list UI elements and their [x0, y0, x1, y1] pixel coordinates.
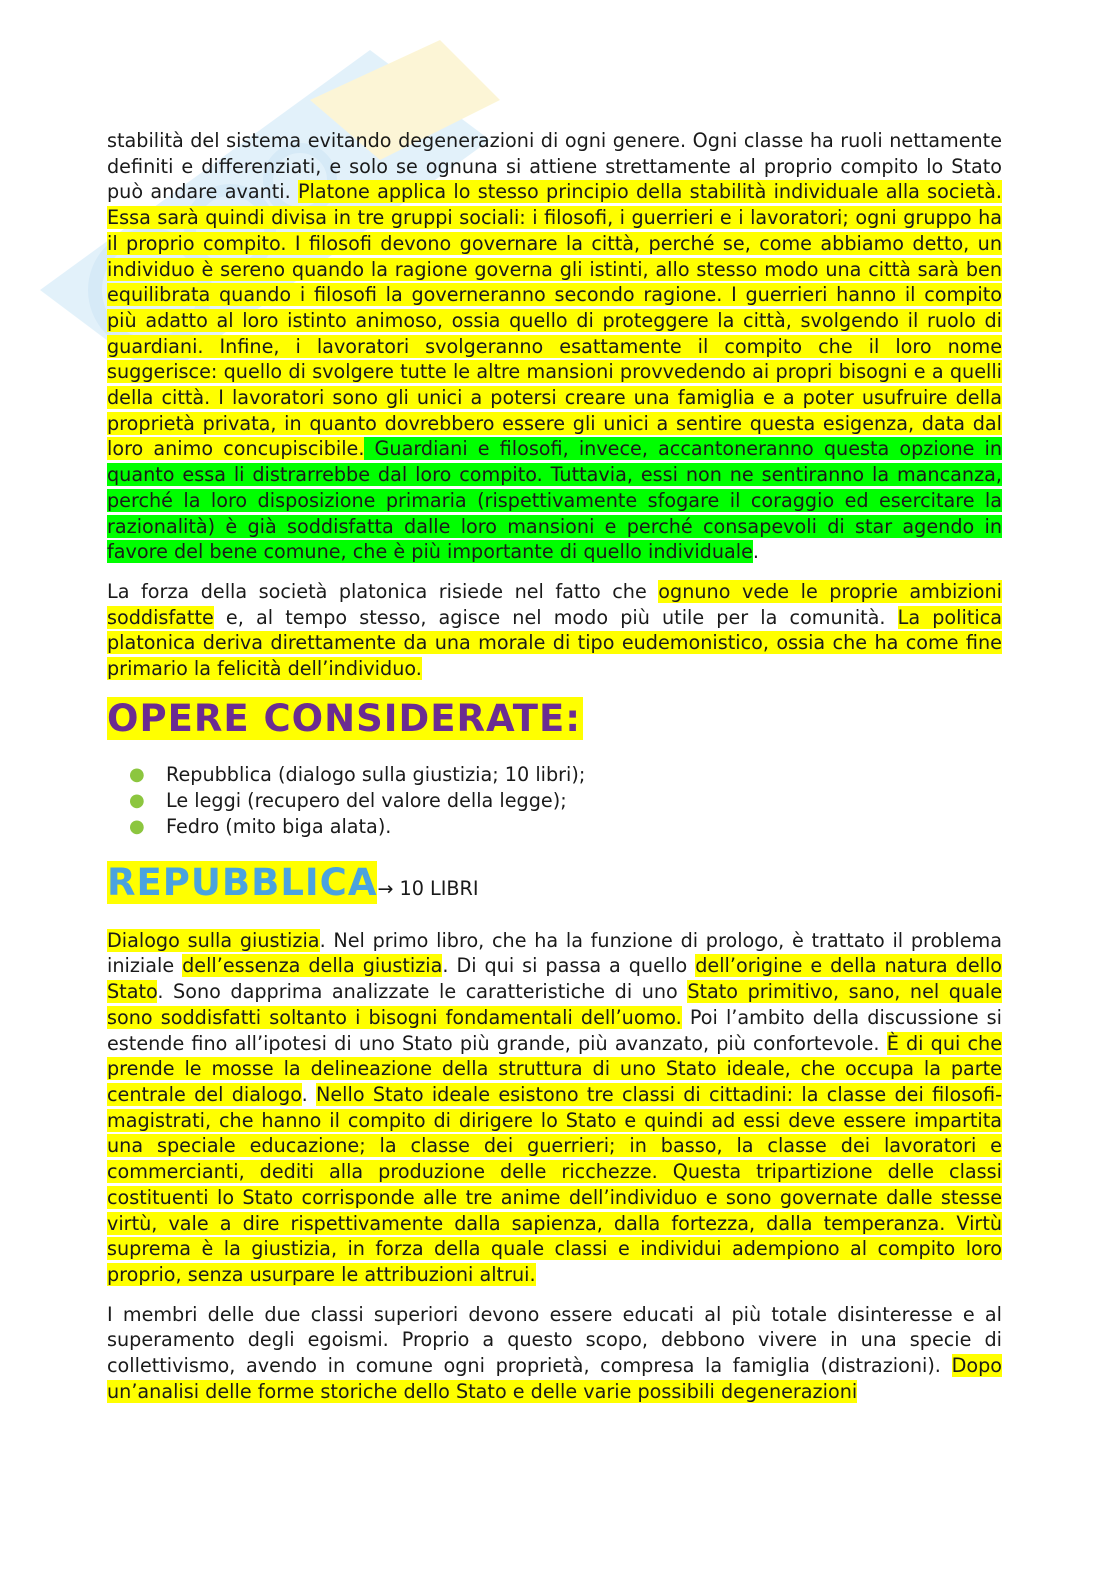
- heading-opere-considerate: [107, 696, 1002, 742]
- highlight-yellow-text: Nello Stato ideale esistono tre classi di cittadini: la classe dei filosofi-magistrati, che hanno il compito di dirigere lo Stato e quindi ad essi deve essere impartita una speciale educazione; la classe dei guerrieri; in basso, la classe dei lavoratori e commercianti, dediti alla produzione delle ricchezze. Questa tripartizione delle classi costituenti lo Stato corrisponde alle tre anime dell’individuo e sono governate dalle stesse virtù, vale a dire rispettivamente dalla sapienza, dalla fortezza, dalla temperanza. Virtù suprema è la giustizia, in forza della quale classi e individui adempiono al compito loro proprio, senza usurpare le attribuzioni altrui.: [107, 1082, 1002, 1286]
- text-plain: . Di qui si passa a quello: [442, 954, 696, 978]
- highlight-yellow-text: Dialogo sulla giustizia: [107, 928, 320, 952]
- text-plain: .: [301, 1082, 316, 1106]
- highlight-yellow-text: dell’essenza della giustizia: [182, 954, 443, 978]
- paragraph-repubblica: [107, 928, 1002, 1288]
- text-plain: I membri delle due classi superiori devono essere educati al più totale disinteresse e al superamento degli egoismi. Proprio a questo scopo, debbono vivere in una specie di collettivismo, avendo in comune ogni proprietà, compresa la famiglia (distrazioni).: [107, 1302, 1002, 1378]
- text-plain: . Sono dapprima analizzate le caratteristiche di uno: [157, 980, 688, 1004]
- highlight-green-text: Guardiani e filosofi, invece, accantoneranno questa opzione in quanto essa li distrarrebbe dal loro compito. Tuttavia, essi non ne sentiranno la mancanza, perché la loro disposizione primaria (rispettivamente sfogare il coraggio ed esercitare la razionalità) è già soddisfatta dalle loro mansioni e perché consapevoli di star agendo in favore del bene comune, che è più importante di quello individuale: [107, 437, 1002, 564]
- bullet-icon: ●: [129, 763, 145, 785]
- list-item-text: Repubblica (dialogo sulla giustizia; 10 libri);: [166, 762, 586, 786]
- bullet-icon: ●: [129, 789, 145, 811]
- paragraph-membri-classi: [107, 1302, 1002, 1405]
- list-item: [129, 762, 1002, 788]
- arrow-right-icon: →: [377, 877, 394, 900]
- text-plain: Poi l’ambito della discussione si estende fino all’ipotesi di uno Stato più grande, più avanzato, più confortevole.: [107, 1005, 1002, 1055]
- text-plain: . Nel primo libro, che ha la funzione di prologo, è trattato il problema iniziale: [107, 928, 1003, 978]
- heading-subtitle: 10 LIBRI: [393, 876, 479, 900]
- highlight-yellow-text: Stato primitivo, sano, nel quale sono soddisfatti soltanto i bisogni fondamentali dell’uomo.: [107, 980, 1002, 1029]
- paragraph-forza-societa: [107, 579, 1002, 682]
- list-item: [129, 788, 1002, 814]
- paragraph-stato-classi: [107, 128, 1002, 565]
- text-plain: stabilità del sistema evitando degenerazioni di ogni genere. Ogni classe ha ruoli nettamente definiti e differenziati, e solo se ognuna si attiene strettamente al proprio compito lo Stato può andare avanti.: [107, 129, 1002, 204]
- highlight-yellow-text: È di qui che prende le mosse la delineazione della struttura di uno Stato ideale, che occupa la parte centrale del dialogo: [107, 1031, 1003, 1106]
- text-plain: e, al tempo stesso, agisce nel modo più utile per la comunità.: [213, 605, 898, 629]
- list-item: [129, 814, 1002, 840]
- heading-repubblica: [107, 860, 1002, 912]
- list-item-text: Fedro (mito biga alata).: [166, 814, 392, 838]
- text-plain: .: [752, 540, 760, 564]
- highlight-yellow-text: La politica platonica deriva direttamente da una morale di tipo eudemonistico, ossia che ha come fine primario la felicità dell’individuo.: [107, 605, 1002, 681]
- document-page: [107, 128, 1002, 1418]
- highlight-yellow-text: ognuno vede le proprie ambizioni soddisfatte: [107, 579, 1003, 629]
- list-item-text: Le leggi (recupero del valore della legge);: [166, 788, 567, 812]
- heading-text: OPERE CONSIDERATE:: [107, 696, 582, 740]
- works-list: [107, 762, 1002, 840]
- text-plain: La forza della società platonica risiede nel fatto che: [107, 579, 659, 603]
- heading-text: REPUBBLICA: [107, 860, 378, 904]
- highlight-yellow-text: dell’origine e della natura dello Stato: [107, 954, 1003, 1004]
- highlight-yellow-text: Platone applica lo stesso principio della stabilità individuale alla società. Essa sarà quindi divisa in tre gruppi sociali: i filosofi, i guerrieri e i lavoratori; ogni gruppo ha il proprio compito. I filosofi devono governare la città, perché se, come abbiamo detto, un individuo è sereno quando la ragione governa gli istinti, allo stesso modo una città sarà ben equilibrata quando i filosofi la governeranno secondo ragione. I guerrieri hanno il compito più adatto al loro istinto animoso, ossia quello di proteggere la città, svolgendo il ruolo di guardiani. Infine, i lavoratori svolgeranno esattamente il compito che il loro nome suggerisce: quello di svolgere tutte le altre mansioni provvedendo ai propri bisogni e a quelli della città. I lavoratori sono gli unici a potersi creare una famiglia e a poter usufruire della proprietà privata, in quanto dovrebbero essere gli unici a sentire questa esigenza, data dal loro animo concupiscibile.: [107, 180, 1002, 461]
- highlight-yellow-text: Dopo un’analisi delle forme storiche dello Stato e delle varie possibili degenerazioni: [107, 1354, 1002, 1403]
- bullet-icon: ●: [129, 815, 145, 837]
